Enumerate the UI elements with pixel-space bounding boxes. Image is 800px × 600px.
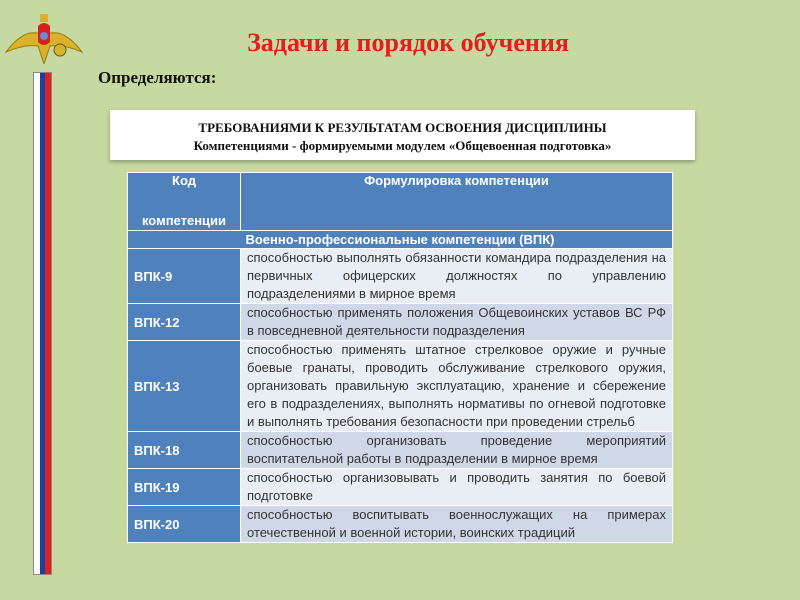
- competency-code: ВПК-13: [128, 341, 241, 432]
- header-code-top: Код: [172, 173, 196, 188]
- competency-text: способностью применять положения Общевоинских уставов ВС РФ в повседневной деятельности подразделения: [241, 304, 673, 341]
- section-row: [128, 231, 673, 249]
- requirements-box: [110, 110, 695, 160]
- russian-flag-stripe: [33, 72, 52, 575]
- competency-text: способностью организовывать и проводить занятия по боевой подготовке: [241, 469, 673, 506]
- competencies-table: [127, 172, 673, 543]
- competency-code: ВПК-18: [128, 432, 241, 469]
- header-code: [128, 173, 241, 231]
- competency-code: ВПК-9: [128, 249, 241, 304]
- competency-text: способностью применять штатное стрелковое оружие и ручные боевые гранаты, проводить обслуживание стрелкового оружия, организовать правильную эксплуатацию, хранение и сбережение его в подразделениях, выполнять нормативы по огневой подготовке и выполнять требования безопасности при проведении стрельб: [241, 341, 673, 432]
- table-row: [128, 432, 673, 469]
- table-header-row: [128, 173, 673, 231]
- competency-code: ВПК-12: [128, 304, 241, 341]
- competency-code: ВПК-19: [128, 469, 241, 506]
- table-row: [128, 249, 673, 304]
- requirements-line-2: Компетенциями - формируемыми модулем «Общевоенная подготовка»: [193, 138, 612, 153]
- page-title: Задачи и порядок обучения: [247, 28, 569, 57]
- competency-text: способностью организовать проведение мероприятий воспитательной работы в подразделении в мирное время: [241, 432, 673, 469]
- header-code-bottom: компетенции: [141, 213, 227, 228]
- header-formulation: Формулировка компетенции: [241, 173, 673, 231]
- table-row: [128, 304, 673, 341]
- table-row: [128, 469, 673, 506]
- competency-text: способностью воспитывать военнослужащих на примерах отечественной и военной истории, воинских традиций: [241, 506, 673, 543]
- table-row: [128, 341, 673, 432]
- competency-text: способностью выполнять обязанности командира подразделения на первичных офицерских должностях по управлению подразделениями в мирное время: [241, 249, 673, 304]
- section-label: Военно-профессиональные компетенции (ВПК): [128, 231, 673, 249]
- requirements-line-1: ТРЕБОВАНИЯМИ К РЕЗУЛЬТАТАМ ОСВОЕНИЯ ДИСЦИПЛИНЫ: [198, 120, 607, 135]
- table-row: [128, 506, 673, 543]
- eagle-emblem-logo: [4, 8, 84, 64]
- competency-code: ВПК-20: [128, 506, 241, 543]
- subtitle: Определяются:: [98, 68, 217, 87]
